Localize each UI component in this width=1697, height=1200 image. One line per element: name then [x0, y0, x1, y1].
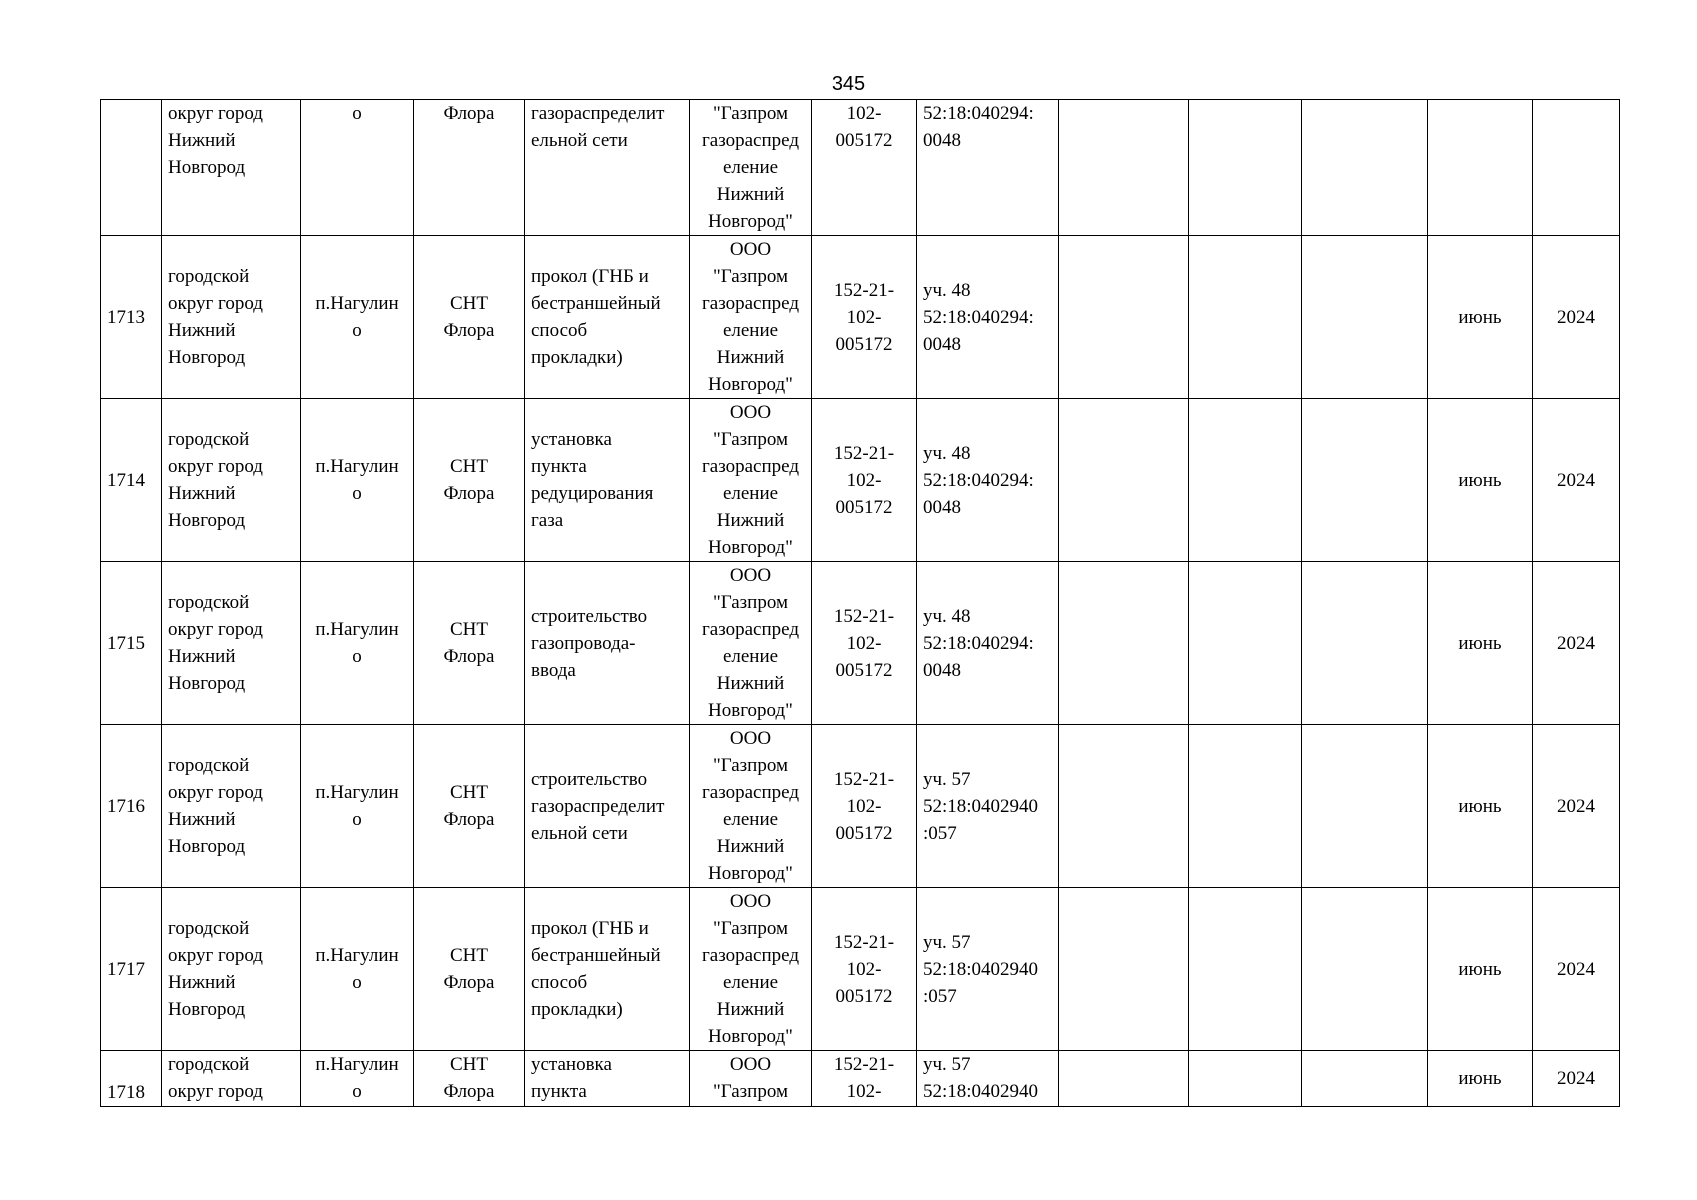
code-cell: [812, 562, 917, 725]
parcel-cell: [917, 236, 1059, 399]
code-cell: [812, 399, 917, 562]
work-type: установка пункта: [531, 1054, 612, 1102]
cadastral-parcel: уч. 57 52:18:0402940: [923, 1054, 1039, 1102]
month-cell: [1428, 725, 1533, 888]
month: июнь: [1458, 795, 1502, 817]
empty-cell: [1189, 562, 1302, 725]
work-cell: [525, 100, 690, 236]
settlement-cell: [301, 236, 414, 399]
row-number: 1717: [107, 958, 145, 980]
month-cell: [1428, 399, 1533, 562]
district-cell: [162, 888, 301, 1051]
district: городской округ город Нижний Новгород: [168, 266, 263, 368]
district-cell: [162, 100, 301, 236]
district-cell: [162, 562, 301, 725]
empty-cell: [1059, 888, 1189, 1051]
object-name: СНТ Флора: [443, 293, 495, 341]
empty-cell: [1189, 100, 1302, 236]
organization-cell: [690, 100, 812, 236]
organization: ООО "Газпром: [712, 1054, 789, 1102]
district: городской округ город: [168, 1054, 263, 1102]
settlement: п.Нагулин о: [315, 782, 399, 830]
organization-cell: [690, 725, 812, 888]
year-cell: [1533, 725, 1620, 888]
year-cell: [1533, 236, 1620, 399]
object-name: СНТ Флора: [443, 782, 495, 830]
year-cell: [1533, 1051, 1620, 1107]
settlement-cell: [301, 562, 414, 725]
row-number-cell: [101, 399, 162, 562]
code-cell: [812, 1051, 917, 1107]
code-cell: [812, 888, 917, 1051]
district-cell: [162, 236, 301, 399]
cadastral-parcel: уч. 48 52:18:040294: 0048: [923, 442, 1034, 518]
work-cell: [525, 399, 690, 562]
month-cell: [1428, 236, 1533, 399]
organization: ООО "Газпром газораспред еление Нижний Новгород": [701, 891, 799, 1047]
row-number: 1715: [107, 632, 145, 654]
empty-cell: [1059, 562, 1189, 725]
settlement: п.Нагулин о: [315, 456, 399, 504]
work-type: установка пункта редуцирования газа: [531, 429, 654, 531]
work-cell: [525, 562, 690, 725]
month: июнь: [1458, 1068, 1502, 1089]
object-cell: [414, 562, 525, 725]
district: городской округ город Нижний Новгород: [168, 592, 263, 694]
object-name: СНТ Флора: [443, 619, 495, 667]
parcel-cell: [917, 725, 1059, 888]
month-cell: [1428, 100, 1533, 236]
empty-cell: [1189, 1051, 1302, 1107]
work-type: прокол (ГНБ и бестраншейный способ прокладки): [531, 266, 661, 368]
project-code: 152-21- 102- 005172: [833, 931, 895, 1007]
project-code: 152-21- 102- 005172: [833, 442, 895, 518]
row-number: 1713: [107, 306, 145, 328]
organization-cell: [690, 888, 812, 1051]
empty-cell: [1302, 399, 1428, 562]
project-code: 102- 005172: [835, 103, 893, 151]
empty-cell: [1189, 888, 1302, 1051]
parcel-cell: [917, 562, 1059, 725]
work-type: строительство газораспределит ельной сети: [531, 768, 665, 844]
cadastral-parcel: уч. 57 52:18:0402940 :057: [923, 768, 1039, 844]
work-cell: [525, 888, 690, 1051]
organization-cell: [690, 1051, 812, 1107]
empty-cell: [1059, 1051, 1189, 1107]
organization-cell: [690, 399, 812, 562]
empty-cell: [1302, 1051, 1428, 1107]
cadastral-parcel: уч. 57 52:18:0402940 :057: [923, 931, 1039, 1007]
parcel-cell: [917, 100, 1059, 236]
code-cell: [812, 100, 917, 236]
project-code: 152-21- 102- 005172: [833, 279, 895, 355]
month: июнь: [1458, 632, 1502, 654]
table-row: [101, 725, 1620, 888]
year-cell: [1533, 399, 1620, 562]
work-type: газораспределит ельной сети: [531, 103, 665, 151]
organization: ООО "Газпром газораспред еление Нижний Новгород": [701, 565, 799, 721]
table-row: [101, 1051, 1620, 1107]
object-name: СНТ Флора: [443, 1054, 495, 1102]
empty-cell: [1059, 100, 1189, 236]
object-name: СНТ Флора: [443, 456, 495, 504]
organization: ООО "Газпром газораспред еление Нижний Новгород": [701, 239, 799, 395]
register-table: [100, 99, 1620, 1107]
year: 2024: [1557, 1068, 1595, 1089]
object-name: Флора: [443, 103, 495, 124]
object-cell: [414, 236, 525, 399]
row-number: 1718: [107, 1082, 145, 1103]
empty-cell: [1059, 725, 1189, 888]
object-cell: [414, 399, 525, 562]
row-number: 1714: [107, 469, 145, 491]
month: июнь: [1458, 469, 1502, 491]
month-cell: [1428, 888, 1533, 1051]
object-cell: [414, 1051, 525, 1107]
row-number-cell: [101, 100, 162, 236]
object-cell: [414, 100, 525, 236]
month-cell: [1428, 1051, 1533, 1107]
register-table-body: [101, 100, 1620, 1107]
empty-cell: [1059, 236, 1189, 399]
row-number-cell: [101, 562, 162, 725]
object-name: СНТ Флора: [443, 945, 495, 993]
organization: ООО "Газпром газораспред еление Нижний Новгород": [701, 728, 799, 884]
code-cell: [812, 725, 917, 888]
settlement: о: [352, 103, 362, 124]
work-cell: [525, 725, 690, 888]
district: городской округ город Нижний Новгород: [168, 918, 263, 1020]
project-code: 152-21- 102-: [833, 1054, 895, 1102]
table-row: [101, 100, 1620, 236]
settlement-cell: [301, 399, 414, 562]
object-cell: [414, 888, 525, 1051]
empty-cell: [1302, 888, 1428, 1051]
work-type: прокол (ГНБ и бестраншейный способ прокладки): [531, 918, 661, 1020]
project-code: 152-21- 102- 005172: [833, 605, 895, 681]
work-type: строительство газопровода- ввода: [531, 605, 648, 681]
district: округ город Нижний Новгород: [168, 103, 263, 178]
table-row: [101, 236, 1620, 399]
year-cell: [1533, 888, 1620, 1051]
district: городской округ город Нижний Новгород: [168, 755, 263, 857]
empty-cell: [1189, 725, 1302, 888]
row-number-cell: [101, 888, 162, 1051]
empty-cell: [1189, 236, 1302, 399]
settlement-cell: [301, 100, 414, 236]
table-row: [101, 399, 1620, 562]
organization: ООО "Газпром газораспред еление Нижний Новгород": [701, 402, 799, 558]
year: 2024: [1557, 632, 1595, 654]
year-cell: [1533, 562, 1620, 725]
object-cell: [414, 725, 525, 888]
empty-cell: [1059, 399, 1189, 562]
work-cell: [525, 236, 690, 399]
organization-cell: [690, 562, 812, 725]
row-number: 1716: [107, 795, 145, 817]
empty-cell: [1302, 725, 1428, 888]
year-cell: [1533, 100, 1620, 236]
settlement: п.Нагулин о: [315, 293, 399, 341]
code-cell: [812, 236, 917, 399]
parcel-cell: [917, 399, 1059, 562]
district: городской округ город Нижний Новгород: [168, 429, 263, 531]
district-cell: [162, 1051, 301, 1107]
empty-cell: [1302, 100, 1428, 236]
year: 2024: [1557, 469, 1595, 491]
page-number: 345: [831, 73, 866, 95]
district-cell: [162, 399, 301, 562]
work-cell: [525, 1051, 690, 1107]
parcel-cell: [917, 1051, 1059, 1107]
table-row: [101, 888, 1620, 1051]
month: июнь: [1458, 306, 1502, 328]
table-row: [101, 562, 1620, 725]
district-cell: [162, 725, 301, 888]
empty-cell: [1302, 236, 1428, 399]
cadastral-parcel: 52:18:040294: 0048: [923, 103, 1034, 151]
organization: "Газпром газораспред еление Нижний Новгород": [701, 103, 799, 232]
settlement-cell: [301, 1051, 414, 1107]
month: июнь: [1458, 958, 1502, 980]
cadastral-parcel: уч. 48 52:18:040294: 0048: [923, 605, 1034, 681]
row-number-cell: [101, 236, 162, 399]
row-number-cell: [101, 1051, 162, 1107]
settlement-cell: [301, 725, 414, 888]
cadastral-parcel: уч. 48 52:18:040294: 0048: [923, 279, 1034, 355]
month-cell: [1428, 562, 1533, 725]
settlement: п.Нагулин о: [315, 619, 399, 667]
year: 2024: [1557, 795, 1595, 817]
parcel-cell: [917, 888, 1059, 1051]
empty-cell: [1302, 562, 1428, 725]
organization-cell: [690, 236, 812, 399]
row-number-cell: [101, 725, 162, 888]
year: 2024: [1557, 958, 1595, 980]
project-code: 152-21- 102- 005172: [833, 768, 895, 844]
year: 2024: [1557, 306, 1595, 328]
settlement: п.Нагулин о: [315, 945, 399, 993]
empty-cell: [1189, 399, 1302, 562]
settlement-cell: [301, 888, 414, 1051]
settlement: п.Нагулин о: [315, 1054, 399, 1102]
